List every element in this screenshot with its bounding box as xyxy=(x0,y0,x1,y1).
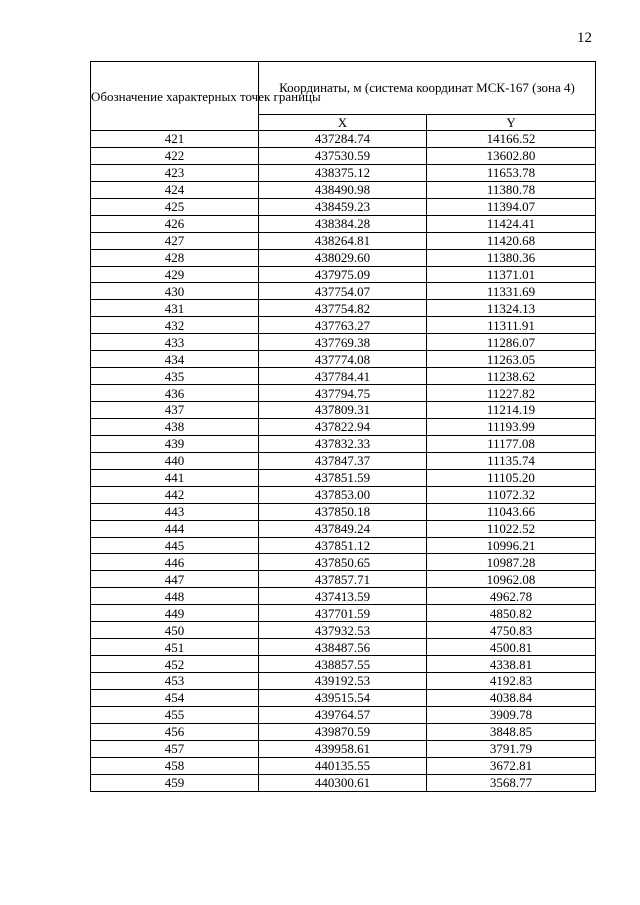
point-number-cell: 430 xyxy=(91,283,259,300)
point-number-cell: 441 xyxy=(91,469,259,486)
x-coordinate-cell: 438490.98 xyxy=(259,181,427,198)
table-row xyxy=(91,215,596,232)
y-coordinate-cell: 3791.79 xyxy=(427,740,596,757)
x-coordinate-cell: 437857.71 xyxy=(259,571,427,588)
point-number-cell: 457 xyxy=(91,740,259,757)
x-coordinate-cell: 438264.81 xyxy=(259,232,427,249)
table-row xyxy=(91,723,596,740)
table-row xyxy=(91,317,596,334)
table-row xyxy=(91,740,596,757)
table-row xyxy=(91,351,596,368)
table-body xyxy=(91,131,596,792)
header-point-designation: Обозначение характерных точек границы xyxy=(91,62,259,131)
table-row xyxy=(91,520,596,537)
point-number-cell: 442 xyxy=(91,486,259,503)
y-coordinate-cell: 3568.77 xyxy=(427,774,596,791)
x-coordinate-cell: 437769.38 xyxy=(259,334,427,351)
x-coordinate-cell: 438487.56 xyxy=(259,639,427,656)
table-row xyxy=(91,554,596,571)
table-row xyxy=(91,706,596,723)
y-coordinate-cell: 11311.91 xyxy=(427,317,596,334)
table-row xyxy=(91,605,596,622)
y-coordinate-cell: 4338.81 xyxy=(427,656,596,673)
y-coordinate-cell: 4850.82 xyxy=(427,605,596,622)
y-coordinate-cell: 10962.08 xyxy=(427,571,596,588)
table-row xyxy=(91,639,596,656)
table-row xyxy=(91,486,596,503)
table-row xyxy=(91,164,596,181)
table-row xyxy=(91,673,596,690)
y-coordinate-cell: 11394.07 xyxy=(427,198,596,215)
point-number-cell: 449 xyxy=(91,605,259,622)
table-row xyxy=(91,435,596,452)
table-row xyxy=(91,368,596,385)
table-row xyxy=(91,469,596,486)
point-number-cell: 425 xyxy=(91,198,259,215)
point-number-cell: 427 xyxy=(91,232,259,249)
point-number-cell: 435 xyxy=(91,368,259,385)
x-coordinate-cell: 437832.33 xyxy=(259,435,427,452)
x-coordinate-cell: 437850.18 xyxy=(259,503,427,520)
table-row xyxy=(91,656,596,673)
page-number: 12 xyxy=(577,30,592,46)
y-coordinate-cell: 11072.32 xyxy=(427,486,596,503)
table-row xyxy=(91,385,596,402)
point-number-cell: 432 xyxy=(91,317,259,334)
point-number-cell: 424 xyxy=(91,181,259,198)
y-coordinate-cell: 3909.78 xyxy=(427,706,596,723)
point-number-cell: 459 xyxy=(91,774,259,791)
x-coordinate-cell: 437701.59 xyxy=(259,605,427,622)
point-number-cell: 436 xyxy=(91,385,259,402)
table-row xyxy=(91,452,596,469)
y-coordinate-cell: 4962.78 xyxy=(427,588,596,605)
x-coordinate-cell: 437784.41 xyxy=(259,368,427,385)
point-number-cell: 428 xyxy=(91,249,259,266)
table-row xyxy=(91,774,596,791)
table-row xyxy=(91,622,596,639)
table-row xyxy=(91,131,596,148)
y-coordinate-cell: 10996.21 xyxy=(427,537,596,554)
point-number-cell: 438 xyxy=(91,418,259,435)
table-row xyxy=(91,689,596,706)
point-number-cell: 429 xyxy=(91,266,259,283)
point-number-cell: 447 xyxy=(91,571,259,588)
y-coordinate-cell: 13602.80 xyxy=(427,147,596,164)
table-row xyxy=(91,249,596,266)
x-coordinate-cell: 439192.53 xyxy=(259,673,427,690)
y-coordinate-cell: 11324.13 xyxy=(427,300,596,317)
point-number-cell: 439 xyxy=(91,435,259,452)
point-number-cell: 456 xyxy=(91,723,259,740)
y-coordinate-cell: 4038.84 xyxy=(427,689,596,706)
x-coordinate-cell: 437849.24 xyxy=(259,520,427,537)
point-number-cell: 455 xyxy=(91,706,259,723)
y-coordinate-cell: 11380.36 xyxy=(427,249,596,266)
x-coordinate-cell: 440135.55 xyxy=(259,757,427,774)
x-coordinate-cell: 437822.94 xyxy=(259,418,427,435)
x-coordinate-cell: 438029.60 xyxy=(259,249,427,266)
y-coordinate-cell: 11214.19 xyxy=(427,402,596,419)
table-row xyxy=(91,198,596,215)
header-y: Y xyxy=(427,114,596,130)
point-number-cell: 446 xyxy=(91,554,259,571)
point-number-cell: 445 xyxy=(91,537,259,554)
x-coordinate-cell: 437754.07 xyxy=(259,283,427,300)
y-coordinate-cell: 11177.08 xyxy=(427,435,596,452)
x-coordinate-cell: 437284.74 xyxy=(259,131,427,148)
x-coordinate-cell: 437794.75 xyxy=(259,385,427,402)
table-row xyxy=(91,283,596,300)
header-x: X xyxy=(259,114,427,130)
table-row xyxy=(91,503,596,520)
x-coordinate-cell: 437754.82 xyxy=(259,300,427,317)
table-row xyxy=(91,757,596,774)
point-number-cell: 423 xyxy=(91,164,259,181)
x-coordinate-cell: 437847.37 xyxy=(259,452,427,469)
point-number-cell: 433 xyxy=(91,334,259,351)
x-coordinate-cell: 439870.59 xyxy=(259,723,427,740)
y-coordinate-cell: 11022.52 xyxy=(427,520,596,537)
x-coordinate-cell: 439515.54 xyxy=(259,689,427,706)
y-coordinate-cell: 11227.82 xyxy=(427,385,596,402)
point-number-cell: 426 xyxy=(91,215,259,232)
x-coordinate-cell: 437774.08 xyxy=(259,351,427,368)
table-row xyxy=(91,418,596,435)
point-number-cell: 421 xyxy=(91,131,259,148)
point-number-cell: 434 xyxy=(91,351,259,368)
y-coordinate-cell: 11263.05 xyxy=(427,351,596,368)
x-coordinate-cell: 438384.28 xyxy=(259,215,427,232)
table-row xyxy=(91,266,596,283)
table-row xyxy=(91,402,596,419)
point-number-cell: 443 xyxy=(91,503,259,520)
x-coordinate-cell: 437853.00 xyxy=(259,486,427,503)
table-row xyxy=(91,588,596,605)
y-coordinate-cell: 11238.62 xyxy=(427,368,596,385)
y-coordinate-cell: 4750.83 xyxy=(427,622,596,639)
point-number-cell: 431 xyxy=(91,300,259,317)
y-coordinate-cell: 4192.83 xyxy=(427,673,596,690)
x-coordinate-cell: 437975.09 xyxy=(259,266,427,283)
y-coordinate-cell: 11043.66 xyxy=(427,503,596,520)
y-coordinate-cell: 11653.78 xyxy=(427,164,596,181)
point-number-cell: 422 xyxy=(91,147,259,164)
x-coordinate-cell: 438857.55 xyxy=(259,656,427,673)
table-row xyxy=(91,571,596,588)
point-number-cell: 451 xyxy=(91,639,259,656)
point-number-cell: 450 xyxy=(91,622,259,639)
x-coordinate-cell: 437851.59 xyxy=(259,469,427,486)
table-row xyxy=(91,147,596,164)
y-coordinate-cell: 11286.07 xyxy=(427,334,596,351)
table-row xyxy=(91,300,596,317)
y-coordinate-cell: 11371.01 xyxy=(427,266,596,283)
point-number-cell: 437 xyxy=(91,402,259,419)
y-coordinate-cell: 11331.69 xyxy=(427,283,596,300)
y-coordinate-cell: 11193.99 xyxy=(427,418,596,435)
y-coordinate-cell: 10987.28 xyxy=(427,554,596,571)
point-number-cell: 448 xyxy=(91,588,259,605)
y-coordinate-cell: 14166.52 xyxy=(427,131,596,148)
y-coordinate-cell: 11380.78 xyxy=(427,181,596,198)
y-coordinate-cell: 4500.81 xyxy=(427,639,596,656)
x-coordinate-cell: 437530.59 xyxy=(259,147,427,164)
y-coordinate-cell: 11424.41 xyxy=(427,215,596,232)
point-number-cell: 454 xyxy=(91,689,259,706)
coordinates-table xyxy=(90,61,596,792)
y-coordinate-cell: 3672.81 xyxy=(427,757,596,774)
table-row xyxy=(91,232,596,249)
point-number-cell: 440 xyxy=(91,452,259,469)
point-number-cell: 444 xyxy=(91,520,259,537)
x-coordinate-cell: 437851.12 xyxy=(259,537,427,554)
x-coordinate-cell: 437809.31 xyxy=(259,402,427,419)
y-coordinate-cell: 11105.20 xyxy=(427,469,596,486)
table-row xyxy=(91,334,596,351)
x-coordinate-cell: 438375.12 xyxy=(259,164,427,181)
x-coordinate-cell: 439764.57 xyxy=(259,706,427,723)
point-number-cell: 453 xyxy=(91,673,259,690)
x-coordinate-cell: 437850.65 xyxy=(259,554,427,571)
table-row xyxy=(91,537,596,554)
table-row xyxy=(91,181,596,198)
y-coordinate-cell: 3848.85 xyxy=(427,723,596,740)
y-coordinate-cell: 11135.74 xyxy=(427,452,596,469)
x-coordinate-cell: 437932.53 xyxy=(259,622,427,639)
x-coordinate-cell: 439958.61 xyxy=(259,740,427,757)
y-coordinate-cell: 11420.68 xyxy=(427,232,596,249)
x-coordinate-cell: 440300.61 xyxy=(259,774,427,791)
point-number-cell: 458 xyxy=(91,757,259,774)
point-number-cell: 452 xyxy=(91,656,259,673)
x-coordinate-cell: 437763.27 xyxy=(259,317,427,334)
header-coordinates: Координаты, м (система координат МСК-167 (зона 4) xyxy=(259,62,596,115)
x-coordinate-cell: 437413.59 xyxy=(259,588,427,605)
x-coordinate-cell: 438459.23 xyxy=(259,198,427,215)
